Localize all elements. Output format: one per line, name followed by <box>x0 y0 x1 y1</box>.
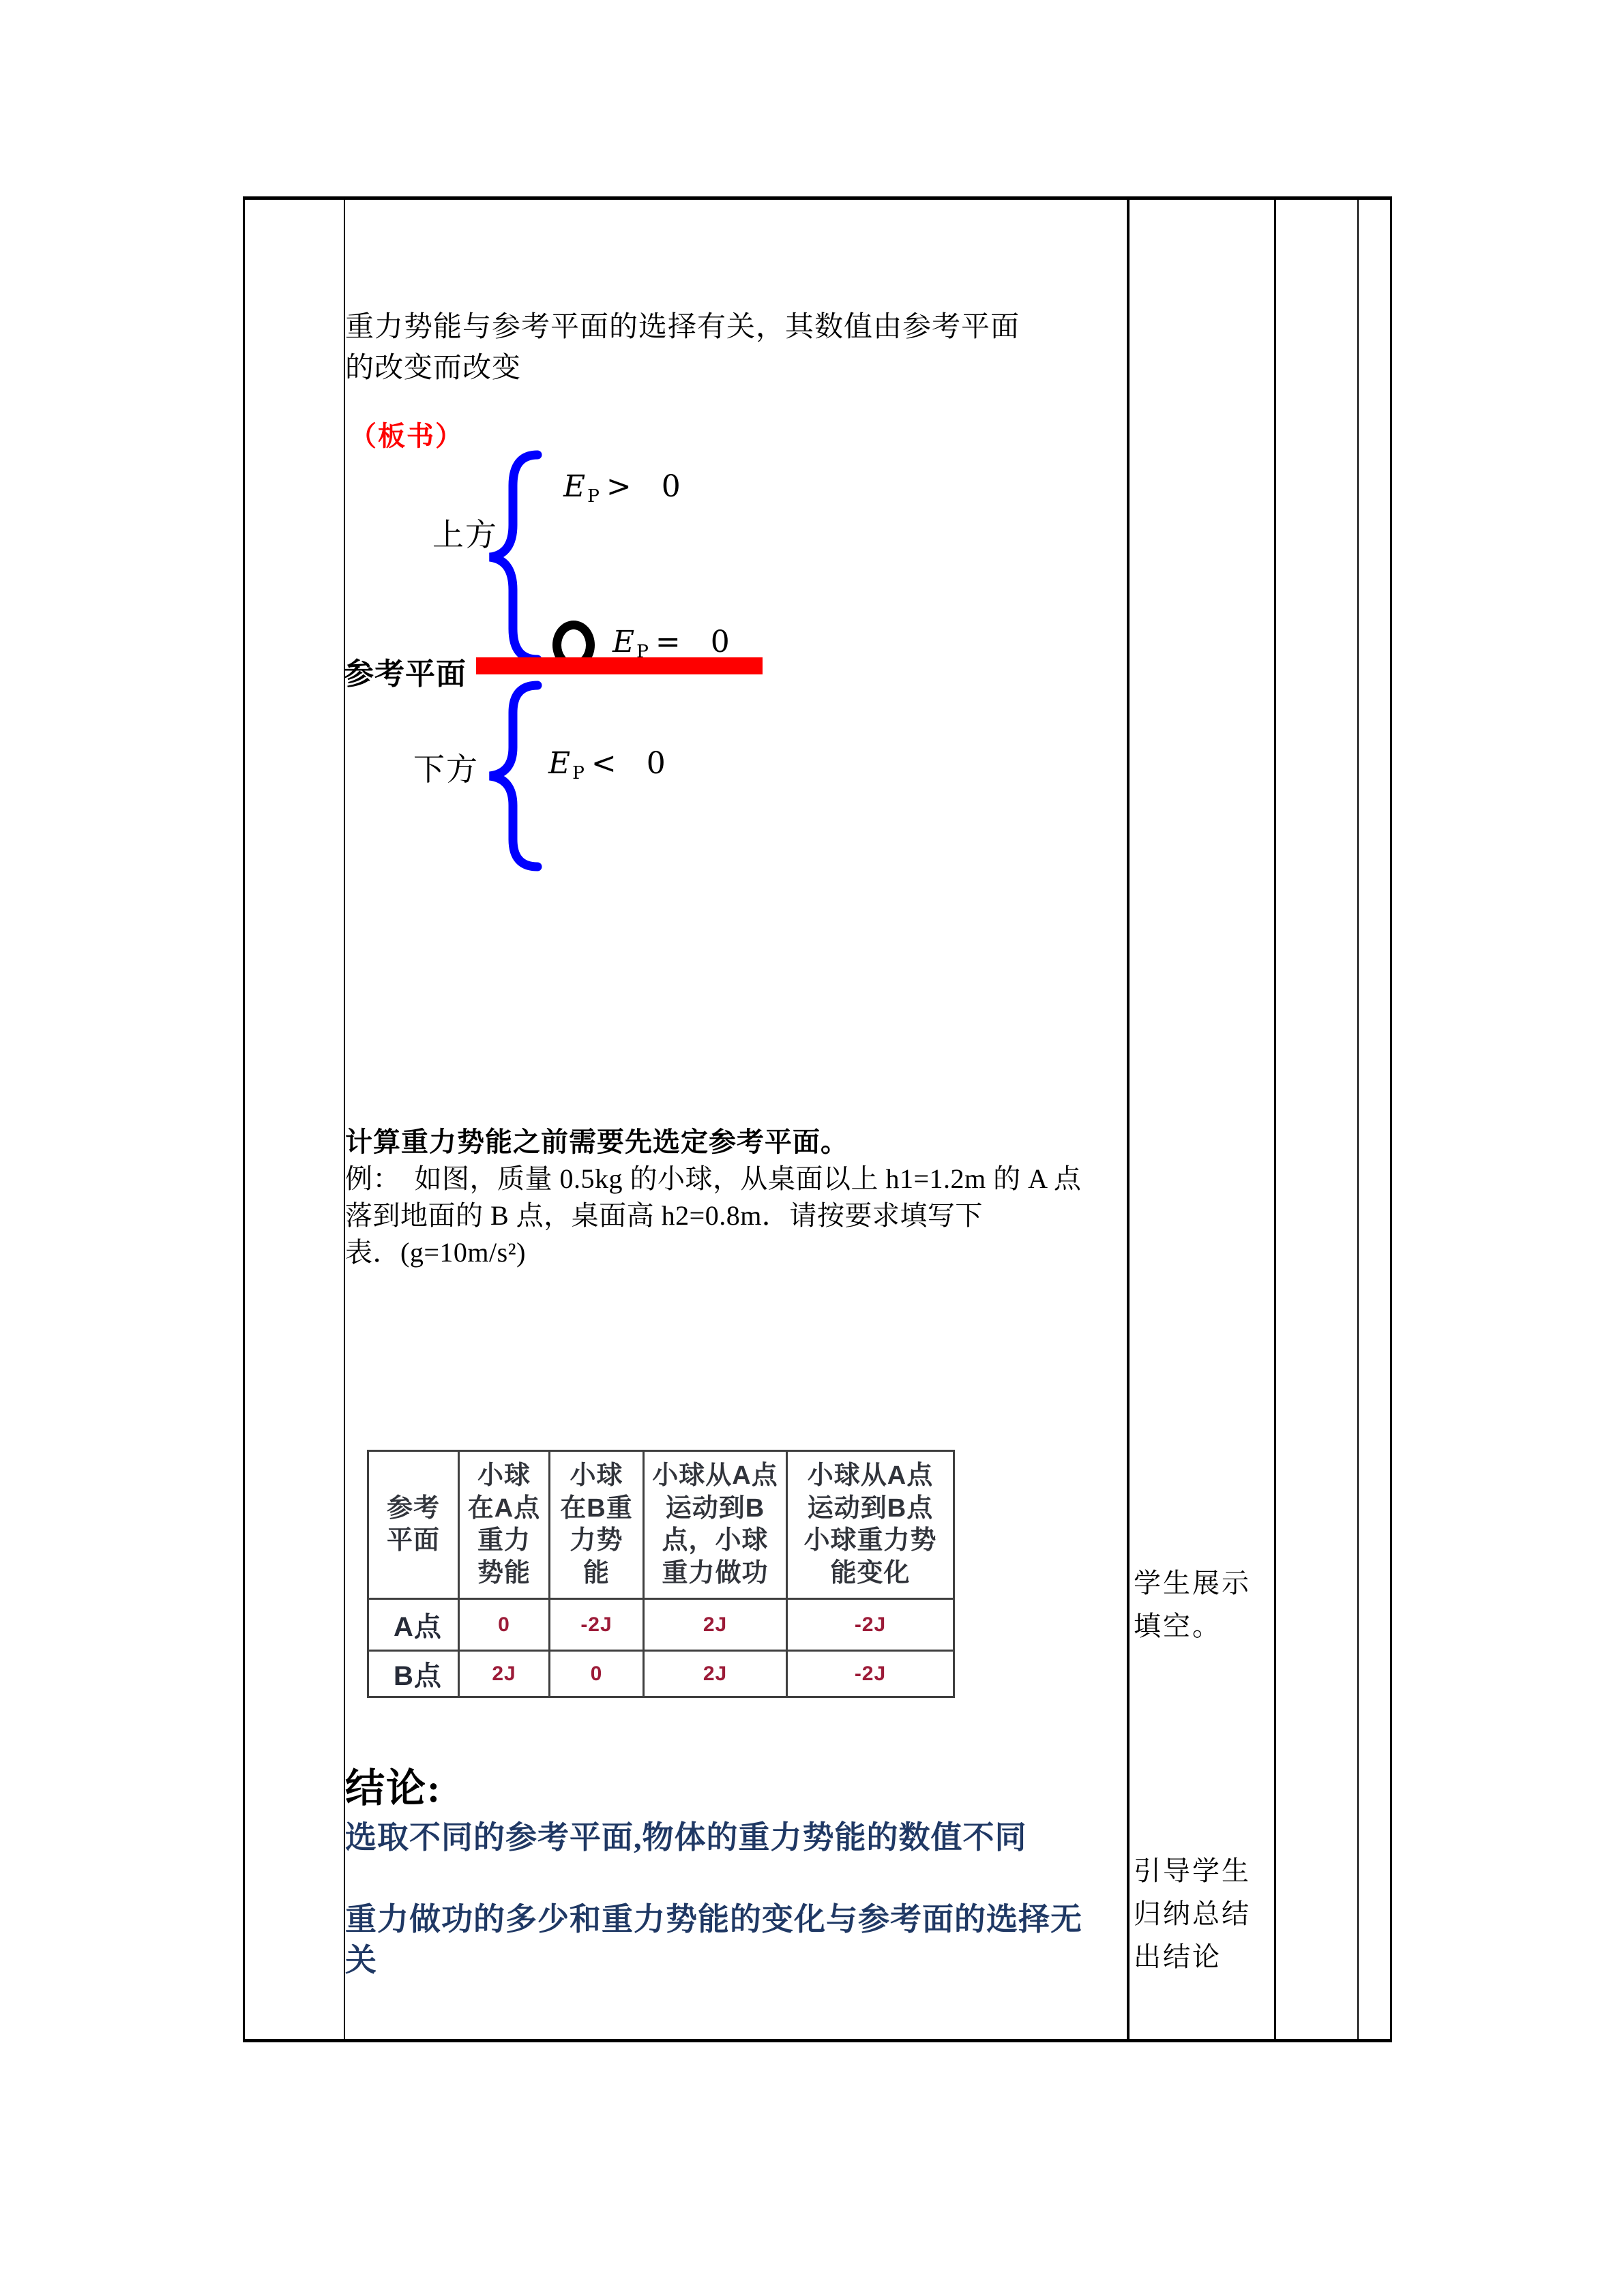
reference-plane-label: 参考平面 <box>344 657 467 691</box>
cell-a-ep-b: -2J <box>550 1599 644 1651</box>
conclusion-point-2 <box>345 1899 1130 1981</box>
intro-paragraph <box>345 307 1130 389</box>
table-divider-2 <box>1127 196 1130 2042</box>
ep-symbol: E <box>612 625 635 659</box>
conclusion-heading: 结论: <box>345 1766 442 1810</box>
table-border-bottom <box>243 2039 1392 2042</box>
conclusion-point-2-line-2: 关 <box>345 1943 377 1978</box>
table-row <box>368 1651 954 1697</box>
ep-relation: > 0 <box>606 469 681 504</box>
table-row <box>368 1599 954 1651</box>
cell-b-ep-b: 0 <box>550 1651 644 1697</box>
ep-symbol: E <box>548 746 571 781</box>
table-border-right <box>1390 196 1392 2042</box>
header-ep-change: 小球从A点运动到B点小球重力势能变化 <box>787 1451 954 1599</box>
curly-brace-upper-icon <box>482 450 544 664</box>
cell-a-ep-a: 0 <box>459 1599 550 1651</box>
formula-ep-negative <box>548 746 666 784</box>
header-ep-at-b: 小球在B重力势能 <box>550 1451 644 1599</box>
board-writing-label: （板书） <box>349 421 464 451</box>
below-label: 下方 <box>413 752 479 787</box>
example-line-2: 落到地面的 B 点，桌面高 h2=0.8m．请按要求填写下 <box>345 1200 983 1231</box>
ep-subscript: P <box>572 762 585 784</box>
ep-subscript: P <box>636 640 649 662</box>
row-label-a: A点 <box>368 1599 459 1651</box>
side-note-student-display <box>1134 1562 1270 1648</box>
formula-ep-positive <box>563 469 681 507</box>
side-note-line: 出结论 <box>1134 1941 1222 1972</box>
conclusion-point-2-line-1: 重力做功的多少和重力势能的变化与参考面的选择无 <box>345 1902 1082 1937</box>
example-paragraph <box>345 1124 1130 1271</box>
example-line-1: 例： 如图，质量 0.5kg 的小球，从桌面以上 h1=1.2m 的 A 点 <box>345 1163 1082 1194</box>
example-rule-line: 计算重力势能之前需要先选定参考平面。 <box>345 1127 848 1157</box>
ep-relation: = 0 <box>655 625 730 659</box>
cell-b-work: 2J <box>644 1651 787 1697</box>
intro-line-1: 重力势能与参考平面的选择有关，其数值由参考平面 <box>345 312 1020 343</box>
cell-a-change: -2J <box>787 1599 954 1651</box>
side-note-line: 归纳总结 <box>1134 1898 1251 1929</box>
ep-subscript: P <box>587 485 600 507</box>
row-label-b: B点 <box>368 1651 459 1697</box>
table-header-row <box>368 1451 954 1599</box>
table-divider-4 <box>1357 196 1359 2042</box>
header-ep-at-a: 小球在A点重力势能 <box>459 1451 550 1599</box>
cell-b-change: -2J <box>787 1651 954 1697</box>
table-divider-3 <box>1274 196 1276 2042</box>
table-border-top <box>243 196 1392 200</box>
example-line-3: 表．(g=10m/s²) <box>345 1237 526 1268</box>
cell-b-ep-a: 2J <box>459 1651 550 1697</box>
side-note-guide-summary <box>1134 1849 1270 1978</box>
side-note-line: 引导学生 <box>1134 1855 1251 1886</box>
side-note-line: 学生展示 <box>1134 1568 1251 1598</box>
above-label: 上方 <box>432 518 498 552</box>
side-note-line: 填空。 <box>1134 1611 1222 1641</box>
ep-symbol: E <box>563 469 586 504</box>
intro-line-2: 的改变而改变 <box>345 353 522 384</box>
potential-energy-table <box>367 1450 955 1698</box>
header-reference-plane: 参考平面 <box>368 1451 459 1599</box>
table-border-left <box>243 196 245 2042</box>
formula-ep-zero <box>612 625 730 662</box>
header-work-a-to-b: 小球从A点运动到B点，小球重力做功 <box>644 1451 787 1599</box>
curly-brace-lower-icon <box>482 681 544 871</box>
cell-a-work: 2J <box>644 1599 787 1651</box>
ep-relation: < 0 <box>591 746 666 781</box>
conclusion-point-1: 选取不同的参考平面,物体的重力势能的数值不同 <box>345 1820 1027 1855</box>
